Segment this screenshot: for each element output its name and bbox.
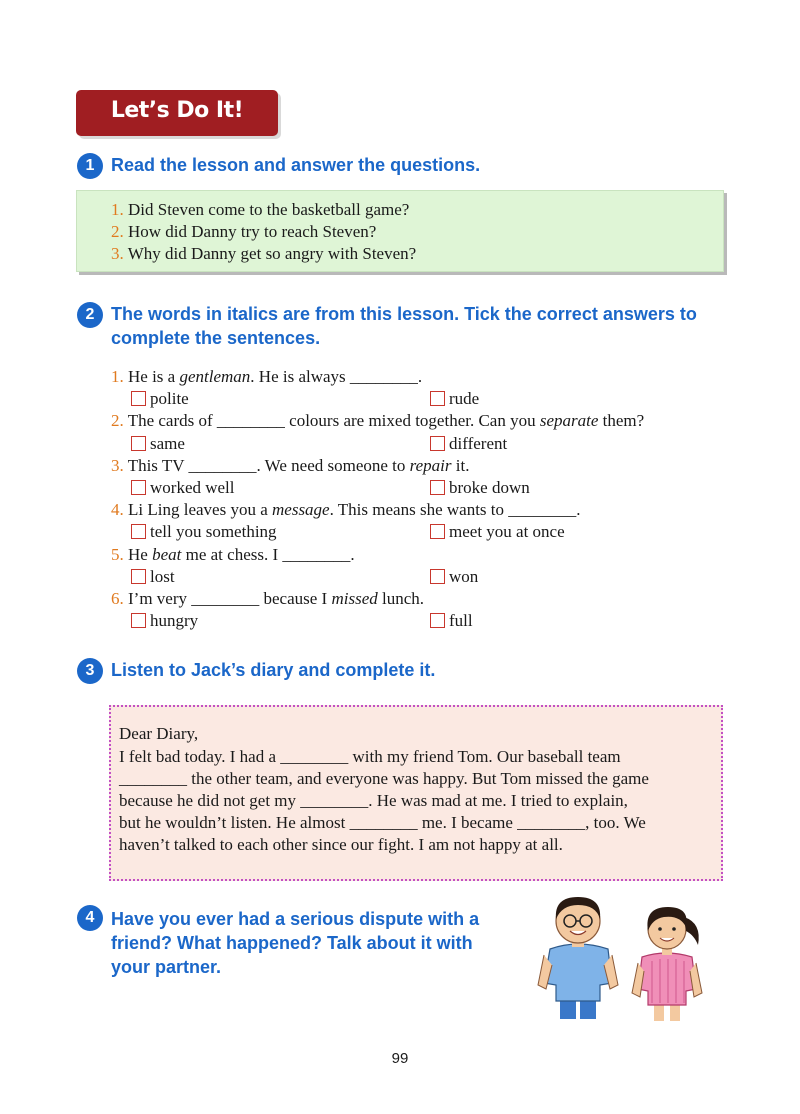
diary-line: because he did not get my ________. He was mad at me. I tried to explain, <box>119 791 628 810</box>
answer-option-b[interactable] <box>430 388 479 410</box>
sentence-number: 5. <box>111 545 124 564</box>
answer-option-b[interactable] <box>430 521 565 543</box>
checkbox-icon[interactable] <box>430 391 445 406</box>
answer-option-b[interactable] <box>430 477 530 499</box>
checkbox-icon[interactable] <box>430 436 445 451</box>
girl-illustration <box>628 905 708 1023</box>
question-text: How did Danny try to reach Steven? <box>128 222 377 241</box>
option-label: broke down <box>449 478 530 497</box>
exercise-2-sentence <box>111 410 644 432</box>
option-label: same <box>150 434 185 453</box>
question-number: 3. <box>111 244 124 263</box>
answer-option-a[interactable] <box>131 477 235 499</box>
checkbox-icon[interactable] <box>131 480 146 495</box>
sentence-text: . This means she wants to ________. <box>329 500 581 519</box>
sentence-text: He <box>128 545 153 564</box>
sentence-text: This TV ________. We need someone to <box>127 456 410 475</box>
answer-option-a[interactable] <box>131 610 198 632</box>
section-1-title: Read the lesson and answer the questions. <box>111 155 481 175</box>
option-label: meet you at once <box>449 522 565 541</box>
answer-option-b[interactable] <box>430 610 473 632</box>
sentence-text: The cards of ________ colours are mixed together. Can you <box>127 411 540 430</box>
sentence-number: 6. <box>111 589 124 608</box>
sentence-text: me at chess. I ________. <box>181 545 355 564</box>
section-2-title-line-1: The words in italics are from this lesson. Tick the correct answers to <box>111 304 697 324</box>
sentence-number: 4. <box>111 500 124 519</box>
lets-do-it-banner <box>76 90 278 136</box>
exercise-2-sentence <box>111 499 581 521</box>
exercise-2-sentence <box>111 455 469 477</box>
option-label: worked well <box>150 478 235 497</box>
exercise-2-sentence <box>111 544 355 566</box>
diary-line: haven’t talked to each other since our fight. I am not happy at all. <box>119 835 563 854</box>
sentence-text: it. <box>451 456 470 475</box>
sentence-text: lunch. <box>377 589 425 608</box>
italic-word: gentleman <box>179 367 251 386</box>
diary-line: but he wouldn’t listen. He almost ________ me. I became ________, too. We <box>119 813 646 832</box>
sentence-text: them? <box>598 411 645 430</box>
option-label: different <box>449 434 508 453</box>
italic-word: missed <box>331 589 378 608</box>
italic-word: message <box>272 500 330 519</box>
option-label: won <box>449 567 479 586</box>
checkbox-icon[interactable] <box>430 524 445 539</box>
section-3-title: Listen to Jack’s diary and complete it. <box>111 660 436 680</box>
option-label: full <box>449 611 473 630</box>
sentence-text: . He is always ________. <box>250 367 423 386</box>
italic-word: separate <box>539 411 599 430</box>
question-text: Did Steven come to the basketball game? <box>128 200 410 219</box>
section-4-title-line-2: friend? What happened? Talk about it with <box>111 933 473 953</box>
sentence-number: 2. <box>111 411 124 430</box>
section-2-number: 2 <box>77 302 103 328</box>
sentence-text: He is a <box>128 367 180 386</box>
sentence-number: 1. <box>111 367 124 386</box>
section-4-title-line-1: Have you ever had a serious dispute with a <box>111 909 480 929</box>
section-4-number: 4 <box>77 905 103 931</box>
sentence-text: Li Ling leaves you a <box>128 500 272 519</box>
question-3 <box>111 243 416 265</box>
answer-option-a[interactable] <box>131 566 175 588</box>
checkbox-icon[interactable] <box>430 613 445 628</box>
checkbox-icon[interactable] <box>131 391 146 406</box>
answer-option-a[interactable] <box>131 433 185 455</box>
checkbox-icon[interactable] <box>430 569 445 584</box>
page-number: 99 <box>391 1050 409 1067</box>
checkbox-icon[interactable] <box>131 569 146 584</box>
answer-option-a[interactable] <box>131 388 189 410</box>
section-3-number: 3 <box>77 658 103 684</box>
option-label: rude <box>449 389 480 408</box>
question-2 <box>111 221 376 243</box>
question-text: Why did Danny get so angry with Steven? <box>127 244 417 263</box>
sentence-text: I’m very ________ because I <box>128 589 332 608</box>
option-label: hungry <box>150 611 199 630</box>
answer-option-b[interactable] <box>430 433 507 455</box>
banner-title: Let’s Do It! <box>110 98 244 123</box>
sentence-number: 3. <box>111 456 124 475</box>
checkbox-icon[interactable] <box>131 613 146 628</box>
exercise-2-sentence <box>111 588 424 610</box>
section-2-title-line-2: complete the sentences. <box>111 328 321 348</box>
exercise-2-sentence <box>111 366 422 388</box>
checkbox-icon[interactable] <box>131 524 146 539</box>
diary-line: Dear Diary, <box>119 724 199 743</box>
checkbox-icon[interactable] <box>430 480 445 495</box>
italic-word: beat <box>152 545 182 564</box>
diary-line: ________ the other team, and everyone was happy. But Tom missed the game <box>119 769 649 788</box>
option-label: lost <box>150 567 175 586</box>
section-1-number: 1 <box>77 153 103 179</box>
answer-option-a[interactable] <box>131 521 277 543</box>
option-label: polite <box>150 389 189 408</box>
diary-line: I felt bad today. I had a ________ with my friend Tom. Our baseball team <box>119 747 621 766</box>
section-4-title-line-3: your partner. <box>111 957 222 977</box>
checkbox-icon[interactable] <box>131 436 146 451</box>
boy-illustration <box>536 893 622 1023</box>
question-number: 2. <box>111 222 124 241</box>
question-1 <box>111 199 409 221</box>
question-number: 1. <box>111 200 124 219</box>
italic-word: repair <box>409 456 452 475</box>
answer-option-b[interactable] <box>430 566 478 588</box>
option-label: tell you something <box>150 522 277 541</box>
